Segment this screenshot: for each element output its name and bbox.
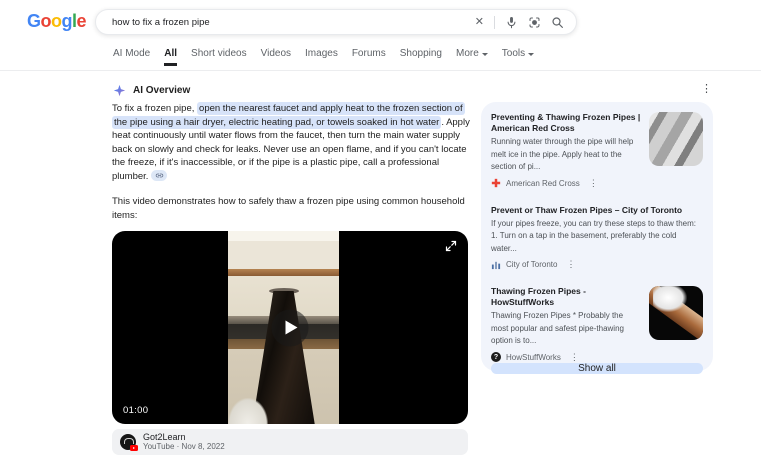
card-text bbox=[491, 286, 641, 363]
attribution-text bbox=[143, 432, 225, 452]
video-meta: YouTube · Nov 8, 2022 bbox=[143, 442, 225, 452]
citation-link-icon[interactable] bbox=[151, 170, 167, 181]
card-source-row bbox=[491, 352, 641, 363]
tab-videos[interactable] bbox=[261, 48, 291, 66]
channel-name: Got2Learn bbox=[143, 432, 186, 443]
american-red-cross-favicon-icon bbox=[491, 178, 501, 188]
source-card-toronto[interactable] bbox=[491, 205, 703, 271]
tab-label: Videos bbox=[260, 48, 292, 59]
card-source-row bbox=[491, 178, 703, 189]
card-title: Thawing Frozen Pipes - HowStuffWorks bbox=[491, 286, 586, 307]
play-button[interactable] bbox=[272, 309, 309, 346]
search-input[interactable] bbox=[112, 17, 475, 28]
tab-tools[interactable] bbox=[502, 48, 534, 66]
search-icon[interactable] bbox=[551, 16, 564, 29]
ai-overview-header bbox=[113, 84, 190, 97]
highlighted-text[interactable]: open the nearest faucet and apply heat to the frozen section of the pipe using a hair dryer, electric heating pad, or towels soaked in hot water bbox=[114, 103, 463, 128]
ai-overview-label: AI Overview bbox=[133, 85, 191, 96]
card-thumbnail bbox=[649, 112, 703, 166]
tab-label: Shopping bbox=[399, 48, 442, 59]
card-source-row bbox=[491, 259, 703, 270]
card-thumbnail bbox=[649, 286, 703, 340]
cloth bbox=[228, 398, 268, 424]
ai-sparkle-icon bbox=[113, 84, 126, 97]
howstuffworks-favicon-icon: ? bbox=[491, 352, 501, 362]
card-snippet: Thawing Frozen Pipes * Probably the most popular and safest pipe-thawing option is to... bbox=[491, 311, 624, 345]
tab-label: AI Mode bbox=[113, 48, 151, 59]
tab-label: All bbox=[164, 48, 178, 59]
logo-letter: e bbox=[76, 11, 87, 31]
tab-label: Images bbox=[305, 48, 338, 59]
sources-panel bbox=[481, 102, 713, 374]
video-player[interactable] bbox=[112, 231, 468, 424]
fullscreen-icon[interactable] bbox=[445, 240, 457, 252]
tab-ai-mode[interactable] bbox=[113, 48, 150, 66]
divider bbox=[494, 16, 495, 29]
mic-icon[interactable] bbox=[505, 16, 518, 29]
text-segment: To fix a frozen pipe, bbox=[112, 103, 198, 114]
show-all-button[interactable]: Show all bbox=[491, 363, 703, 374]
card-menu-icon[interactable]: ⋮ bbox=[569, 351, 579, 362]
source-card-howstuffworks[interactable] bbox=[491, 286, 703, 363]
card-text bbox=[491, 205, 703, 256]
source-name: HowStuffWorks bbox=[506, 352, 561, 362]
tab-label: Short videos bbox=[191, 48, 247, 59]
youtube-badge-icon bbox=[130, 445, 138, 451]
tab-forums[interactable] bbox=[352, 48, 386, 66]
tab-label: Forums bbox=[351, 48, 386, 59]
video-attribution[interactable] bbox=[112, 429, 468, 455]
search-bar-icons bbox=[475, 16, 564, 29]
source-name: American Red Cross bbox=[506, 178, 580, 188]
text-segment: . Apply heat continuously until water flows from the faucet, then turn the main water supply back on slowly and check for leaks. Never use an open flame, and if you can't locate the freeze, if it's inaccessible, or if the pipe is a plastic pipe, call a professional plumber. bbox=[112, 116, 470, 182]
tab-label: More bbox=[456, 48, 479, 59]
card-title: Preventing & Thawing Frozen Pipes | American Red Cross bbox=[491, 112, 641, 133]
card-snippet: Running water through the pipe will help melt ice in the pipe. Apply heat to the section of pi... bbox=[491, 137, 634, 171]
ai-overview-text bbox=[112, 102, 470, 184]
google-logo[interactable] bbox=[27, 11, 86, 32]
source-card-red-cross[interactable] bbox=[491, 112, 703, 189]
tab-images[interactable] bbox=[305, 48, 338, 66]
card-snippet: If your pipes freeze, you can try these steps to thaw them: 1. Turn on a tap in the basement, preferably the cold water... bbox=[491, 218, 696, 253]
search-tabs bbox=[113, 48, 534, 66]
frost-image bbox=[653, 286, 687, 312]
card-text bbox=[491, 112, 641, 174]
search-header bbox=[0, 0, 761, 71]
card-menu-icon[interactable]: ⋮ bbox=[566, 259, 576, 269]
logo-letter: G bbox=[27, 11, 41, 31]
lens-icon[interactable] bbox=[528, 16, 541, 29]
logo-letter: o bbox=[40, 11, 52, 31]
video-intro-text: This video demonstrates how to safely thaw a frozen pipe using common household items: bbox=[112, 196, 465, 221]
tab-shopping[interactable] bbox=[400, 48, 442, 66]
channel-avatar bbox=[120, 434, 136, 450]
search-bar[interactable] bbox=[95, 9, 577, 35]
play-icon bbox=[286, 321, 298, 335]
more-options-icon[interactable]: ⋮ bbox=[701, 83, 712, 95]
chevron-down-icon bbox=[482, 53, 488, 56]
video-duration: 01:00 bbox=[123, 405, 149, 416]
clear-icon[interactable]: ✕ bbox=[474, 15, 484, 28]
card-title: Prevent or Thaw Frozen Pipes – City of Toronto bbox=[491, 204, 683, 215]
tab-all[interactable] bbox=[164, 48, 177, 66]
chevron-down-icon bbox=[528, 53, 534, 56]
logo-letter: g bbox=[61, 11, 73, 31]
tab-label: Tools bbox=[501, 48, 526, 59]
tab-more[interactable] bbox=[456, 48, 488, 66]
source-name: City of Toronto bbox=[506, 260, 558, 269]
logo-letter: l bbox=[72, 11, 77, 31]
logo-letter: o bbox=[51, 11, 62, 31]
card-menu-icon[interactable]: ⋮ bbox=[588, 177, 598, 188]
tab-short-videos[interactable] bbox=[191, 48, 247, 66]
city-of-toronto-favicon-icon bbox=[491, 260, 501, 270]
